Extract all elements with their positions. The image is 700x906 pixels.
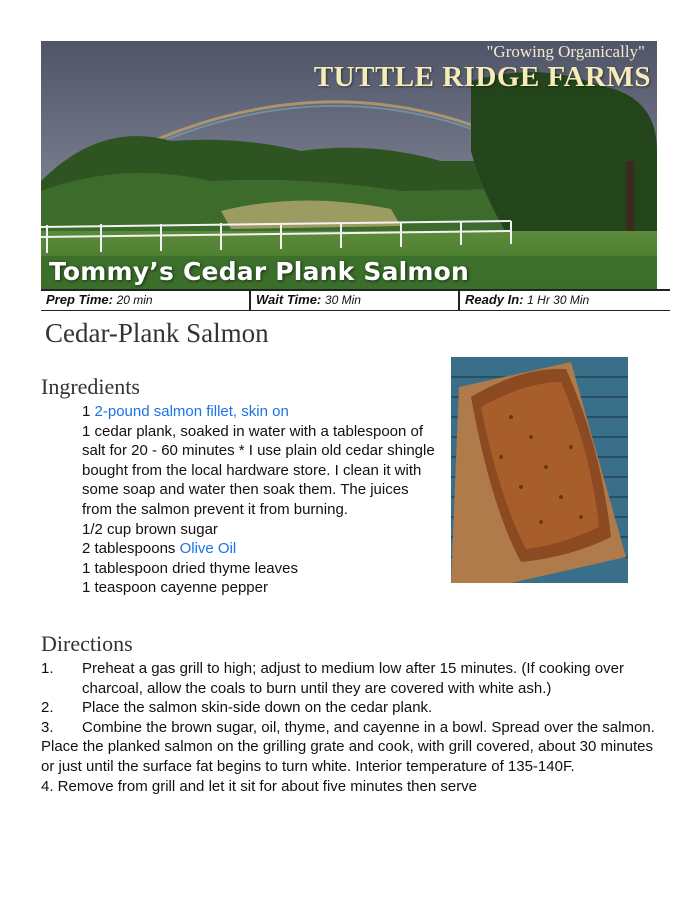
wait-time <box>249 291 458 310</box>
step-text: Preheat a gas grill to high; adjust to medium low after 15 minutes. (If cooking over charcoal, allow the coals to burn until they are covered with white ash.) <box>82 660 624 697</box>
farm-name: TUTTLE RIDGE FARMS <box>313 61 651 93</box>
ready-time <box>458 291 670 310</box>
prep-time-label: Prep Time: <box>46 292 113 307</box>
ingredient-link-olive-oil[interactable]: Olive Oil <box>179 540 237 558</box>
header-banner <box>41 41 657 289</box>
wait-time-value: 30 Min <box>324 293 361 307</box>
recipe-time-bar <box>41 289 670 311</box>
ingredient-item <box>82 402 442 422</box>
ingredient-item: 1 cedar plank, soaked in water with a tablespoon of salt for 20 - 60 minutes * I use plain old cedar shingle bought from the local hardware store. I clean it with some soap and water then soak them. The juices from the salmon prevent it from burning. <box>82 422 435 518</box>
directions-heading: Directions <box>41 631 133 656</box>
wait-time-label: Wait Time: <box>256 292 322 307</box>
prep-time <box>41 291 249 310</box>
step-text: Combine the brown sugar, oil, thyme, and cayenne in a bowl. Spread over the salmon. <box>82 718 655 736</box>
directions-note: Place the planked salmon on the grilling grate and cook, with grill covered, about 30 minutes or just until the surface fat begins to turn white. Interior temperature of 135-140F. <box>41 738 654 775</box>
ingredients-heading: Ingredients <box>41 374 140 399</box>
ingredient-item: 1 tablespoon dried thyme leaves <box>82 559 298 577</box>
step-number: 2. <box>41 699 54 717</box>
ready-time-value: 1 Hr 30 Min <box>527 293 590 307</box>
direction-step <box>41 718 661 738</box>
direction-step <box>41 659 661 698</box>
ingredients-list <box>82 402 442 598</box>
prep-time-value: 20 min <box>116 293 153 307</box>
ready-time-label: Ready In: <box>465 292 524 307</box>
direction-step <box>41 698 661 718</box>
farm-tagline: "Growing Organically" <box>486 42 645 61</box>
page-title: Cedar-Plank Salmon <box>45 318 269 348</box>
ingredient-link-salmon[interactable]: 2-pound salmon fillet, skin on <box>94 403 289 420</box>
salmon-photo <box>451 357 628 583</box>
directions-list <box>41 659 661 796</box>
ingredient-item: 1 teaspoon cayenne pepper <box>82 579 268 597</box>
step-number: 3. <box>41 718 54 736</box>
step-text: Place the salmon skin-side down on the cedar plank. <box>82 699 433 717</box>
ingredient-qty: 2 tablespoons <box>82 540 180 558</box>
recipe-banner-title: Tommy’s Cedar Plank Salmon <box>49 257 470 286</box>
step-number: 1. <box>41 660 54 677</box>
ingredient-qty: 1 <box>82 403 95 420</box>
ingredient-item: 1/2 cup brown sugar <box>82 520 218 538</box>
ingredient-item <box>82 539 442 559</box>
directions-final-step: 4. Remove from grill and let it sit for about five minutes then serve <box>41 777 478 795</box>
